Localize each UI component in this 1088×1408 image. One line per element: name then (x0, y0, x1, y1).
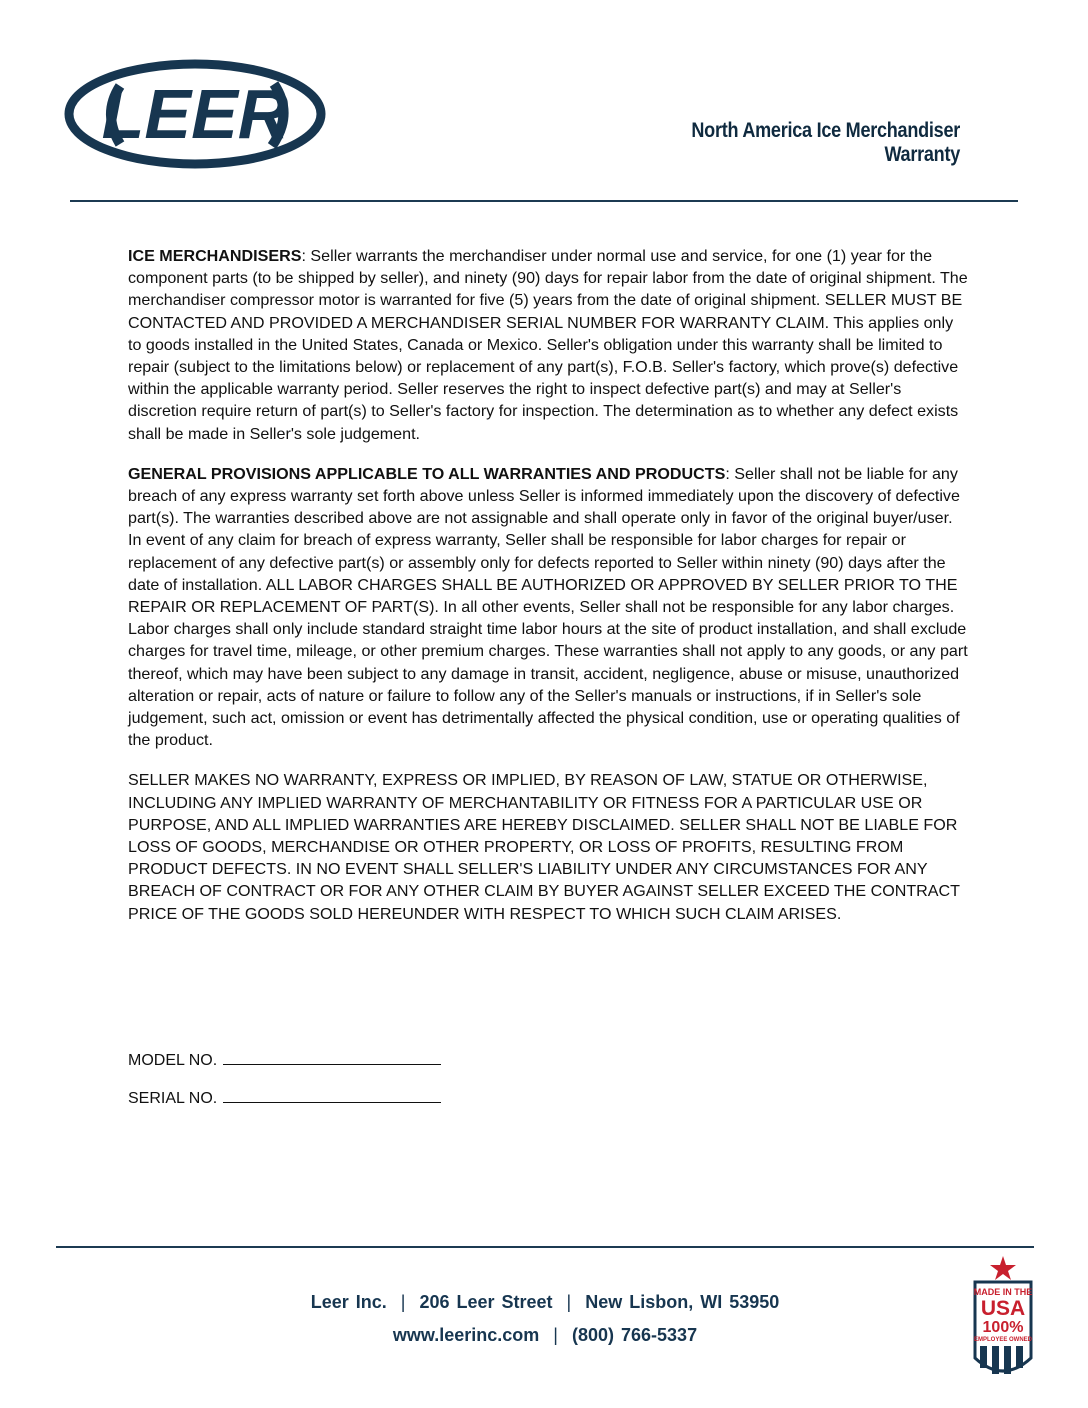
section-ice-merchandisers (128, 245, 968, 445)
footer-website-link[interactable]: www.leerinc.com (392, 1325, 540, 1345)
section-heading: GENERAL PROVISIONS APPLICABLE TO ALL WARRANTIES AND PRODUCTS (128, 464, 726, 483)
badge-line1: MADE IN THE (973, 1287, 1033, 1297)
warranty-body (128, 245, 968, 943)
badge-line4: EMPLOYEE OWNED (973, 1337, 1033, 1343)
logo-text: LEER (101, 75, 289, 153)
footer-separator: | (400, 1292, 406, 1312)
leer-logo (62, 54, 328, 174)
footer-separator: | (566, 1292, 572, 1312)
footer (160, 1292, 930, 1358)
product-fields (128, 1050, 441, 1126)
serial-label: SERIAL NO. (128, 1090, 218, 1107)
header-divider (70, 200, 1018, 202)
section-text: SELLER MAKES NO WARRANTY, EXPRESS OR IMPLIED, BY REASON OF LAW, STATUE OR OTHERWISE, INCLUDING ANY IMPLIED WARRANTY OF MERCHANTABILITY OR FITNESS FOR A PARTICULAR USE OR PURPOSE, AND ALL IMPLIED WARRANTIES ARE HEREBY DISCLAIMED. SELLER SHALL NOT BE LIABLE FOR LOSS OF GOODS, MERCHANDISE OR OTHER PROPERTY, OR LOSS OF PROFITS, RESULTING FROM PRODUCT DEFECTS. IN NO EVENT SHALL SELLER'S LIABILITY UNDER ANY CIRCUMSTANCES FOR ANY BREACH OF CONTRACT OR FOR ANY OTHER CLAIM BY BUYER AGAINST SELLER EXCEED THE CONTRACT PRICE OF THE GOODS SOLD HEREUNDER WITH RESPECT TO WHICH SUCH CLAIM ARISES. (128, 771, 960, 923)
section-disclaimer (128, 769, 968, 924)
section-text: : Seller shall not be liable for any breach of any express warranty set forth above unless Seller is informed immediately upon the discovery of defective part(s). The warranties described above are not assignable and shall operate only in favor of the original buyer/user. In event of any claim for breach of express warranty, Seller shall be responsible for labor charges for repair or replacement of any defective part(s) or assembly only for defects reported to Seller within ninety (90) days after the date of installation. ALL LABOR CHARGES SHALL BE AUTHORIZED OR APPROVED BY SELLER PRIOR TO THE REPAIR OR REPLACEMENT OF PART(S). In all other events, Seller shall not be responsible for any labor charges. Labor charges shall only include standard straight time labor hours at the site of product installation, and shall exclude charges for travel time, mileage, or other premium charges. These warranties shall not apply to any goods, or any part thereof, which may have been subject to any damage in transit, accident, negligence, abuse or misuse, unauthorized alteration or repair, acts of nature or failure to follow any of the Seller's manuals or instructions, if in Seller's sole judgement, such act, omission or event has detrimentally affected the physical condition, use or operating qualities of the product. (128, 464, 968, 750)
model-label: MODEL NO. (128, 1052, 218, 1069)
section-general-provisions (128, 463, 968, 752)
footer-city: New Lisbon, WI 53950 (585, 1292, 780, 1312)
footer-contact-line (160, 1325, 930, 1346)
badge-line3: 100% (982, 1319, 1024, 1336)
section-text: : Seller warrants the merchandiser under normal use and service, for one (1) year for the component parts (to be shipped by seller), and ninety (90) days for repair labor from the date of original shipment. The merchandiser compressor motor is warranted for five (5) years from the date of original shipment. SELLER MUST BE CONTACTED AND PROVIDED A MERCHANDISER SERIAL NUMBER FOR WARRANTY CLAIM. This applies only to goods installed in the United States, Canada or Mexico. Seller's obligation under this warranty shall be limited to repair (subject to the limitations below) or replacement of any part(s), F.O.B. Seller's factory, which prove(s) defective within the applicable warranty period. Seller reserves the right to inspect defective part(s) and may at Seller's discretion require return of part(s) to Seller's factory for inspection. The determination as to whether any defect exists shall be made in Seller's sole judgement. (128, 247, 968, 443)
footer-separator: | (553, 1325, 558, 1345)
model-field (128, 1050, 441, 1070)
star-icon (990, 1256, 1016, 1280)
footer-street: 206 Leer Street (419, 1292, 553, 1312)
footer-phone: (800) 766-5337 (571, 1325, 698, 1345)
section-heading: ICE MERCHANDISERS (128, 247, 302, 265)
serial-field (128, 1088, 441, 1108)
footer-company: Leer Inc. (310, 1292, 387, 1312)
footer-divider (56, 1246, 1034, 1248)
model-input-line[interactable] (223, 1050, 441, 1065)
footer-address-line (160, 1292, 930, 1313)
badge-line2: USA (980, 1297, 1026, 1320)
made-in-usa-badge (970, 1254, 1036, 1390)
serial-input-line[interactable] (223, 1088, 441, 1103)
document-title: North America Ice Merchandiser Warranty (691, 119, 960, 166)
